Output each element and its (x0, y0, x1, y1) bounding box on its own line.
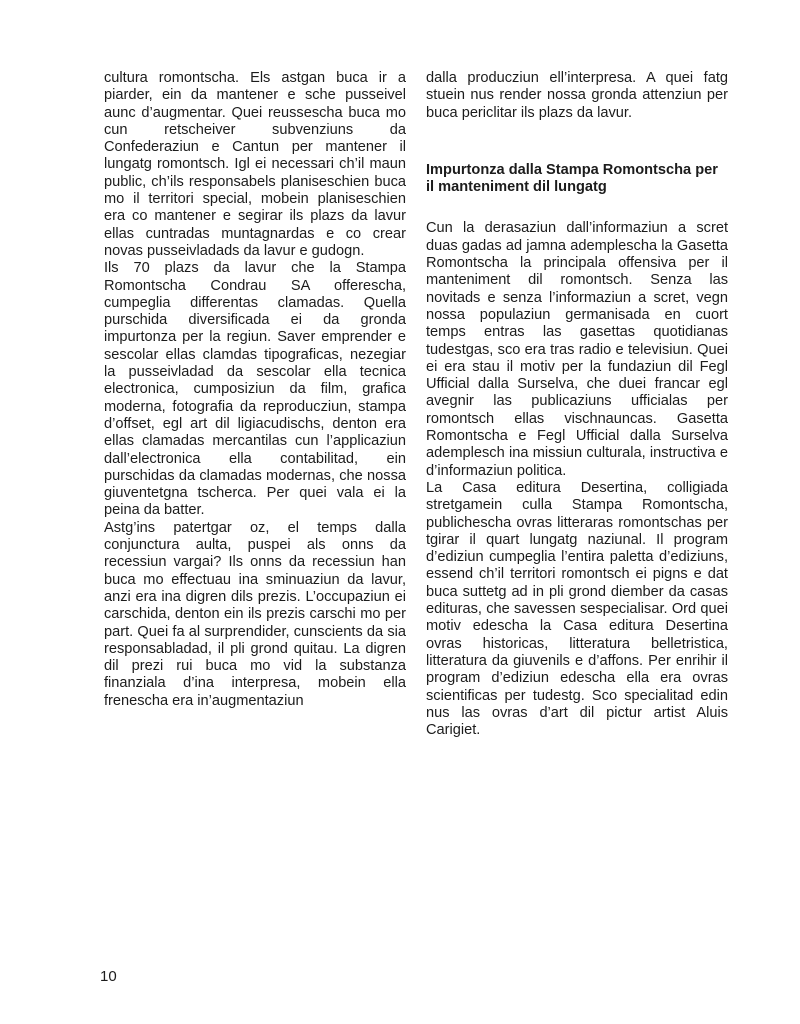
section-heading: Impurtonza dalla Stampa Romontscha per il manteniment dil lungatg (426, 161, 718, 196)
paragraph: Ils 70 plazs da lavur che la Stampa Romontscha Condrau SA offerescha, cumpeglia differentas clamadas. Quella purschida diversificada ei da gronda impurtonza per la regiun. Saver emprender e sescolar ellas clamdas tipograficas, nezegiar la pusseivladad da sescolar ella tecnica electronica, cumposiziun da film, grafica moderna, fotografia da reproducziun, stampa d’offset, egl art dil ligiacudischs, denton era ellas clamadas mercantilas cun l’applicaziun dall’electronica ella contabilitad, ein purschidas da clamadas modernas, che nossa giuventetgna tscherca. Per quei vala ei la peina da batter. (104, 260, 406, 519)
paragraph: Cun la derasaziun dall’informaziun a scret duas gadas ad jamna ademplescha la Gasetta Romontscha la principala offensiva per il manteniment dil romontsch. Senza las novitads e senza l’informaziun a scret, vegn nossa populaziun germanisada en cuort temps entras las gasettas quotidianas tudestgas, sco era tras radio e televisiun. Quei ei era stau il motiv per la fundaziun dil Fegl Ufficial dalla Surselva, che duei francar egl avegnir las publicaziuns ufficialas per romontsch ellas vischnauncas. Gasetta Romontscha e Fegl Ufficial dalla Surselva ademplesch ina missiun culturala, instructiva e d’informaziun politica. (426, 220, 728, 479)
right-column (426, 70, 728, 739)
paragraph: dalla producziun ell’interpresa. A quei fatg stuein nus render nossa gronda attenziun per buca periclitar ils plazs da lavur. (426, 70, 728, 121)
paragraph: La Casa editura Desertina, colligiada stretgamein culla Stampa Romontscha, publichescha ovras litteraras romontschas per tgirar il quart lungatg naziunal. Il program d’ediziun cumpeglia l’entira paletta d’ediziuns, essend ch’il territori romontsch ei pigns e dat buca suttetg ad in pli grond diember da casas edituras, che savessen sespecialisar. Ord quei motiv edescha la Casa editura Desertina ovras historicas, litteratura belletristica, litteratura da giuvenils e d’affons. Per enrihir il program d’ediziun edescha ella era ovras scientificas per tudestg. Sco specialitad edin nus las ovras d’art dil pictur artist Aluis Carigiet. (426, 479, 728, 739)
paragraph: cultura romontscha. Els astgan buca ir a piarder, ein da mantener e sche pusseivel aunc d’augmentar. Quei reussescha buca mo cun retscheiver subvenziuns da Confederaziun e Cantun per mantener il lungatg romontsch. Igl ei necessari ch’il maun public, ch’ils responsabels planiseschien buca mo il territori special, mobein planiseschien era co mantener e segirar ils plazs da lavur ellas cuntradas muntagnardas e co crear novas pusseivladads da lavur e gudogn. (104, 70, 406, 259)
paragraph: Astg’ins patertgar oz, el temps dalla conjunctura aulta, puspei als onns da recessiun vargai? Ils onns da recessiun han buca mo effectuau ina sminuaziun da lavur, anzi era ina digren dils prezis. L’occupaziun ei carschida, denton ein ils prezis carschi mo per part. Quei fa al surprendider, cunscients da sia responsabladad, il pli grond quitau. La digren dil prezi rui buca mo vid la substanza finanziala d’ina interpresa, mobein ella frenescha era in’augmentaziun (104, 519, 406, 709)
left-column (104, 70, 406, 710)
page-number: 10 (100, 968, 117, 985)
